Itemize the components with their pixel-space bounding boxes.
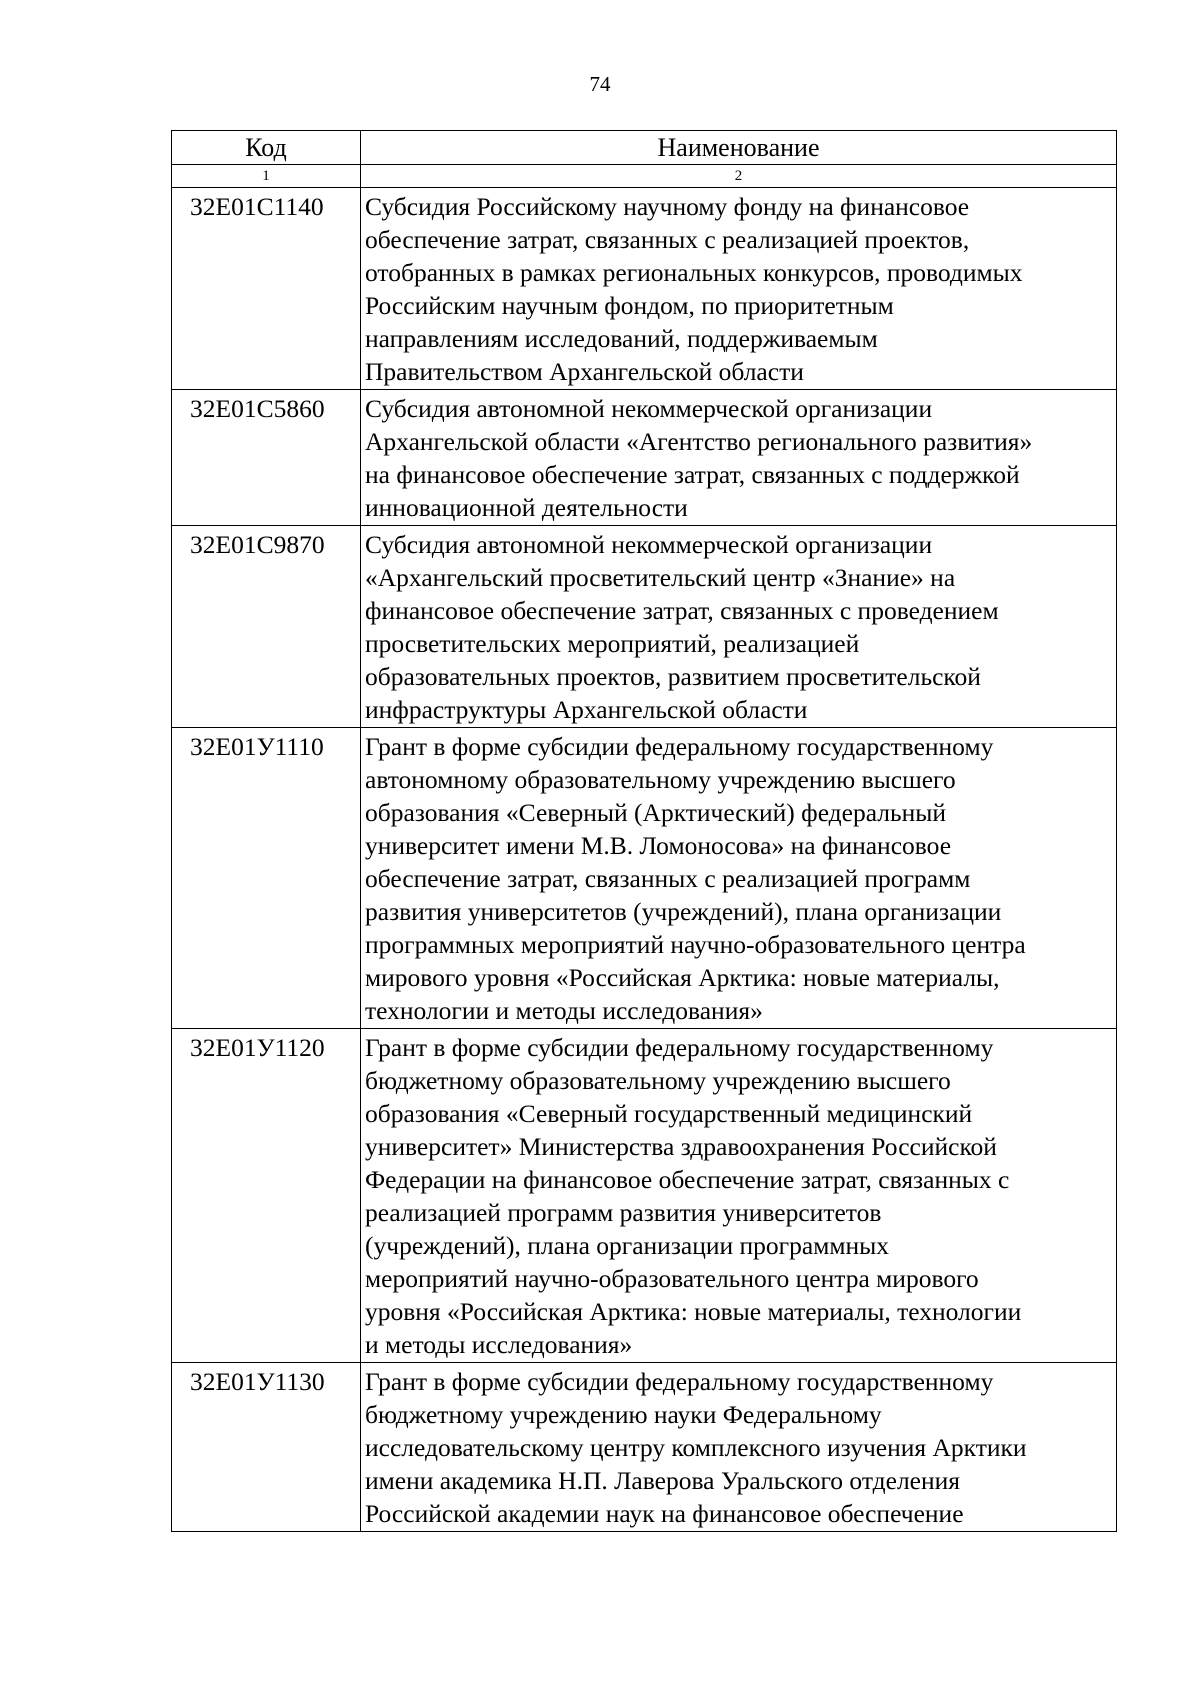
row-name-line: автономному образовательному учреждению высшего — [365, 765, 956, 794]
row-name — [361, 1029, 1117, 1363]
row-name — [361, 390, 1117, 526]
row-name-line: (учреждений), плана организации программных — [365, 1231, 890, 1260]
row-name-line: инфраструктуры Архангельской области — [365, 695, 808, 724]
column-number-code: 1 — [172, 165, 361, 188]
row-name-line: развития университетов (учреждений), плана организации — [365, 897, 1002, 926]
row-name — [361, 728, 1117, 1029]
row-name-line: имени академика Н.П. Лаверова Уральского отделения — [365, 1466, 961, 1495]
row-code: 32Е01С9870 — [172, 526, 361, 728]
row-name — [361, 1363, 1117, 1532]
row-name-line: «Архангельский просветительский центр «Знание» на — [365, 563, 956, 592]
table-row — [172, 526, 1117, 728]
row-name-line: образования «Северный государственный медицинский — [365, 1099, 973, 1128]
header-name: Наименование — [361, 131, 1117, 165]
table-row — [172, 1029, 1117, 1363]
row-name-line: Субсидия Российскому научному фонду на финансовое — [365, 192, 970, 221]
row-name — [361, 188, 1117, 390]
row-code: 32Е01У1130 — [172, 1363, 361, 1532]
row-name-line: Правительством Архангельской области — [365, 357, 804, 386]
row-code: 32Е01У1110 — [172, 728, 361, 1029]
row-name-line: бюджетному образовательному учреждению высшего — [365, 1066, 951, 1095]
row-name-line: и методы исследования» — [365, 1330, 633, 1359]
row-name — [361, 526, 1117, 728]
row-name-line: Федерации на финансовое обеспечение затрат, связанных с — [365, 1165, 1010, 1194]
row-code: 32Е01У1120 — [172, 1029, 361, 1363]
row-code: 32Е01С5860 — [172, 390, 361, 526]
row-name-line: Субсидия автономной некоммерческой организации — [365, 394, 933, 423]
row-name-line: исследовательскому центру комплексного изучения Арктики — [365, 1433, 1027, 1462]
row-name-line: на финансовое обеспечение затрат, связанных с поддержкой — [365, 460, 1020, 489]
row-name-line: Грант в форме субсидии федеральному государственному — [365, 1033, 994, 1062]
row-name-line: уровня «Российская Арктика: новые материалы, технологии — [365, 1297, 1022, 1326]
row-name-line: реализацией программ развития университетов — [365, 1198, 882, 1227]
header-code: Код — [172, 131, 361, 165]
table-body — [172, 188, 1117, 1532]
row-name-line: Российским научным фондом, по приоритетным — [365, 291, 894, 320]
header-row — [172, 131, 1117, 165]
row-name-line: мирового уровня «Российская Арктика: новые материалы, — [365, 963, 1000, 992]
row-name-line: мероприятий научно-образовательного центра мирового — [365, 1264, 979, 1293]
table-row — [172, 1363, 1117, 1532]
row-code: 32Е01С1140 — [172, 188, 361, 390]
row-name-line: образовательных проектов, развитием просветительской — [365, 662, 981, 691]
table-header — [172, 131, 1117, 188]
table-row — [172, 728, 1117, 1029]
page-number: 74 — [589, 72, 611, 96]
budget-codes-table — [171, 130, 1117, 1532]
row-name-line: обеспечение затрат, связанных с реализацией программ — [365, 864, 971, 893]
table-row — [172, 390, 1117, 526]
row-name-line: технологии и методы исследования» — [365, 996, 763, 1025]
row-name-line: Грант в форме субсидии федеральному государственному — [365, 732, 994, 761]
column-number-row — [172, 165, 1117, 188]
row-name-line: Субсидия автономной некоммерческой организации — [365, 530, 933, 559]
row-name-line: инновационной деятельности — [365, 493, 688, 522]
row-name-line: отобранных в рамках региональных конкурсов, проводимых — [365, 258, 1023, 287]
row-name-line: программных мероприятий научно-образовательного центра — [365, 930, 1026, 959]
table-row — [172, 188, 1117, 390]
row-name-line: бюджетному учреждению науки Федеральному — [365, 1400, 882, 1429]
column-number-name: 2 — [361, 165, 1117, 188]
row-name-line: университет имени М.В. Ломоносова» на финансовое — [365, 831, 952, 860]
row-name-line: университет» Министерства здравоохранения Российской — [365, 1132, 997, 1161]
row-name-line: образования «Северный (Арктический) федеральный — [365, 798, 947, 827]
row-name-line: направлениям исследований, поддерживаемым — [365, 324, 878, 353]
row-name-line: финансовое обеспечение затрат, связанных с проведением — [365, 596, 999, 625]
row-name-line: обеспечение затрат, связанных с реализацией проектов, — [365, 225, 970, 254]
row-name-line: Российской академии наук на финансовое обеспечение — [365, 1499, 964, 1528]
row-name-line: Грант в форме субсидии федеральному государственному — [365, 1367, 994, 1396]
row-name-line: Архангельской области «Агентство регионального развития» — [365, 427, 1033, 456]
row-name-line: просветительских мероприятий, реализацией — [365, 629, 860, 658]
